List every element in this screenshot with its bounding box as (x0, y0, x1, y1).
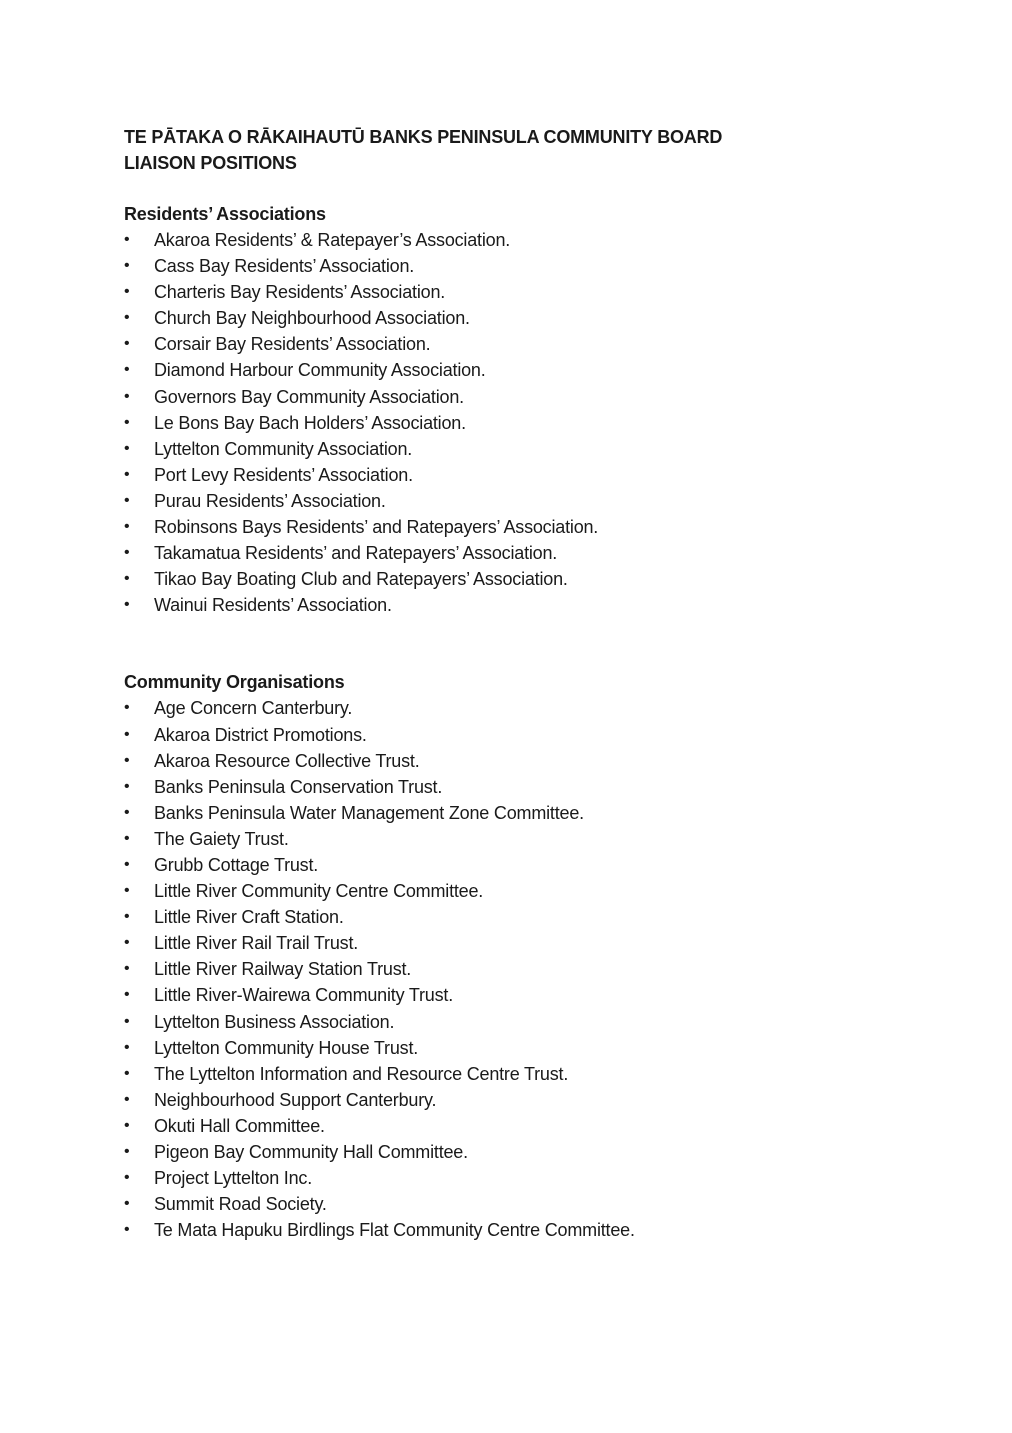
bullet-icon: • (124, 803, 130, 821)
bullet-icon: • (124, 335, 130, 353)
document-title (124, 124, 884, 176)
list-item-text: Lyttelton Community Association. (154, 438, 413, 459)
list-item (124, 748, 884, 774)
bullet-icon: • (124, 596, 130, 614)
bullet-icon: • (124, 544, 130, 562)
bullet-icon: • (124, 751, 130, 769)
list-item (124, 357, 884, 383)
residents-associations-heading: Residents’ Associations (124, 204, 326, 224)
list-item-text: Robinsons Bays Residents’ and Ratepayers’ Association. (154, 517, 599, 538)
list-item-text: Tikao Bay Boating Club and Ratepayers’ Association. (154, 569, 568, 590)
list-item (124, 514, 884, 540)
list-item-text: Governors Bay Community Association. (154, 386, 464, 407)
document-content (124, 124, 884, 1243)
list-item (124, 722, 884, 748)
bullet-icon: • (124, 413, 130, 431)
community-organisations-heading: Community Organisations (124, 672, 345, 693)
list-item-text: Akaroa Resource Collective Trust. (154, 750, 420, 771)
list-item-text: Lyttelton Community House Trust. (154, 1037, 419, 1058)
bullet-icon: • (124, 1221, 130, 1239)
bullet-icon: • (124, 1090, 130, 1108)
list-item-text: Age Concern Canterbury. (154, 698, 353, 719)
list-item (124, 1139, 884, 1165)
list-item (124, 1165, 884, 1191)
list-item-text: Little River Craft Station. (154, 907, 344, 928)
list-item-text: Corsair Bay Residents’ Association. (154, 334, 431, 355)
list-item (124, 956, 884, 982)
bullet-icon: • (124, 1143, 130, 1160)
list-item (124, 462, 884, 488)
bullet-icon: • (124, 1169, 130, 1187)
bullet-icon: • (124, 1038, 130, 1056)
bullet-icon: • (124, 387, 130, 405)
list-item (124, 1009, 884, 1035)
list-item-text: Port Levy Residents’ Association. (154, 464, 413, 485)
list-item-text: Diamond Harbour Community Association. (154, 360, 486, 381)
list-item (124, 695, 884, 721)
list-item-text: Banks Peninsula Conservation Trust. (154, 776, 443, 797)
bullet-icon: • (124, 934, 130, 952)
list-item (124, 384, 884, 410)
bullet-icon: • (124, 1012, 130, 1030)
bullet-icon: • (124, 960, 130, 978)
bullet-icon: • (124, 491, 130, 509)
list-item-text: Lyttelton Business Association. (154, 1011, 395, 1032)
bullet-icon: • (124, 361, 130, 379)
list-item (124, 1035, 884, 1061)
bullet-icon: • (124, 725, 130, 743)
bullet-icon: • (124, 309, 130, 327)
list-item-text: Pigeon Bay Community Hall Committee. (154, 1142, 468, 1162)
residents-associations-list (124, 227, 884, 618)
list-item-text: Takamatua Residents’ and Ratepayers’ Association. (154, 543, 558, 564)
list-item (124, 566, 884, 592)
bullet-icon: • (124, 1116, 130, 1134)
list-item-text: Summit Road Society. (154, 1194, 327, 1215)
list-item-text: Little River-Wairewa Community Trust. (154, 985, 453, 1006)
list-item (124, 436, 884, 462)
list-item (124, 305, 884, 331)
list-item-text: Okuti Hall Committee. (154, 1115, 325, 1136)
bullet-icon: • (124, 699, 130, 717)
list-item (124, 904, 884, 930)
list-item-text: Little River Railway Station Trust. (154, 959, 412, 980)
list-item-text: Te Mata Hapuku Birdlings Flat Community Centre Committee. (154, 1220, 635, 1241)
bullet-icon: • (124, 986, 130, 1004)
list-item (124, 982, 884, 1008)
list-item-text: The Lyttelton Information and Resource Centre Trust. (154, 1063, 569, 1084)
list-item (124, 227, 884, 253)
bullet-icon: • (124, 257, 130, 275)
list-item-text: The Gaiety Trust. (154, 828, 289, 849)
list-item (124, 1113, 884, 1139)
list-item-text: Charteris Bay Residents’ Association. (154, 282, 446, 303)
list-item (124, 1217, 884, 1243)
list-item (124, 1087, 884, 1113)
list-item-text: Project Lyttelton Inc. (154, 1168, 313, 1189)
bullet-icon: • (124, 518, 130, 536)
community-organisations-list (124, 695, 884, 1243)
title-line-1: TE PĀTAKA O RĀKAIHAUTŪ BANKS PENINSULA COMMUNITY BOARD (124, 127, 723, 147)
list-item (124, 592, 884, 618)
list-item-text: Cass Bay Residents’ Association. (154, 256, 415, 277)
list-item (124, 279, 884, 305)
list-item (124, 930, 884, 956)
list-item (124, 488, 884, 514)
bullet-icon: • (124, 465, 130, 483)
list-item-text: Banks Peninsula Water Management Zone Committee. (154, 802, 584, 823)
list-item-text: Wainui Residents’ Association. (154, 595, 392, 616)
list-item (124, 253, 884, 279)
list-item (124, 1191, 884, 1217)
list-item (124, 410, 884, 436)
list-item-text: Neighbourhood Support Canterbury. (154, 1089, 437, 1110)
list-item-text: Akaroa District Promotions. (154, 724, 367, 745)
bullet-icon: • (124, 777, 130, 795)
list-item-text: Little River Rail Trail Trust. (154, 933, 359, 954)
list-item-text: Akaroa Residents’ & Ratepayer’s Association. (154, 230, 511, 250)
bullet-icon: • (124, 1064, 130, 1082)
list-item (124, 774, 884, 800)
bullet-icon: • (124, 829, 130, 847)
list-item (124, 878, 884, 904)
bullet-icon: • (124, 882, 130, 900)
title-line-2: LIAISON POSITIONS (124, 153, 297, 173)
list-item-text: Church Bay Neighbourhood Association. (154, 308, 470, 329)
list-item (124, 540, 884, 566)
bullet-icon: • (124, 908, 130, 926)
list-item-text: Little River Community Centre Committee. (154, 881, 484, 902)
list-item-text: Le Bons Bay Bach Holders’ Association. (154, 412, 466, 433)
bullet-icon: • (124, 855, 130, 873)
bullet-icon: • (124, 570, 130, 588)
list-item (124, 826, 884, 852)
list-item (124, 852, 884, 878)
list-item-text: Grubb Cottage Trust. (154, 854, 319, 875)
bullet-icon: • (124, 231, 130, 248)
bullet-icon: • (124, 439, 130, 457)
bullet-icon: • (124, 283, 130, 301)
list-item (124, 331, 884, 357)
list-item-text: Purau Residents’ Association. (154, 490, 386, 511)
list-item (124, 1061, 884, 1087)
bullet-icon: • (124, 1195, 130, 1213)
list-item (124, 800, 884, 826)
